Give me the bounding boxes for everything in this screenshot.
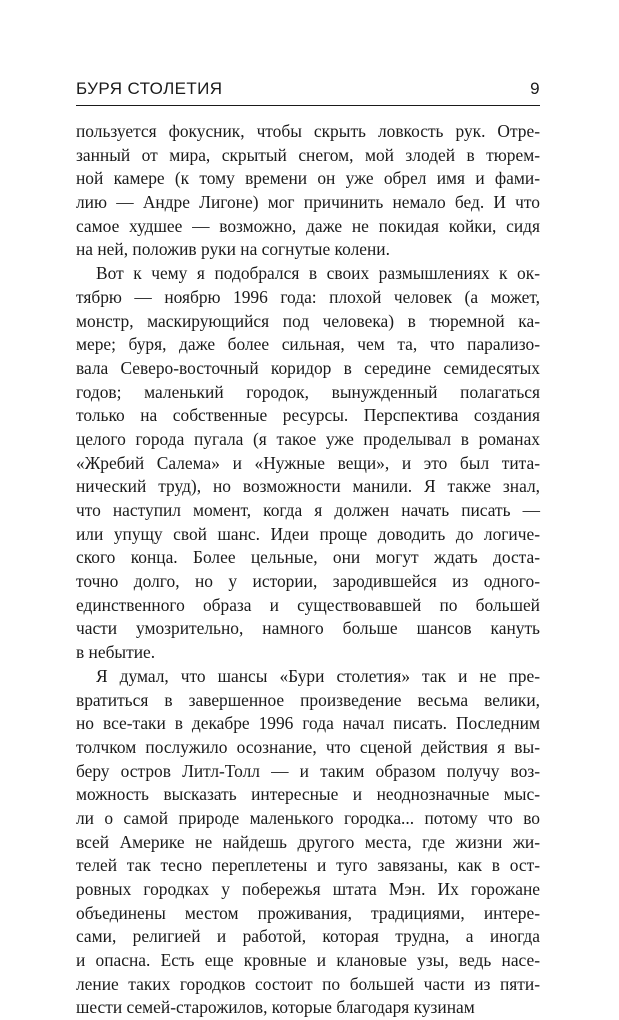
text-line: всей Америке не найдешь другого места, где жизни жи-: [76, 831, 540, 852]
text-line: ной камере (к тому времени он уже обрел имя и фами-: [76, 168, 540, 189]
paragraph: [76, 665, 540, 1020]
text-line: шести семей-старожилов, которые благодаря кузинам: [76, 997, 475, 1018]
text-line: ровных городках у побережья штата Мэн. Их горожане: [76, 879, 540, 899]
text-line: только на собственные ресурсы. Перспектива создания: [76, 405, 540, 426]
running-head: [76, 78, 540, 100]
text-line: вала Северо-восточный коридор в середине семидесятых: [76, 357, 540, 378]
text-line: ского конца. Более цельные, они могут ждать доста-: [76, 547, 540, 568]
text-line: годов; маленький городок, вынужденный полагаться: [76, 381, 540, 402]
running-head-title: БУРЯ СТОЛЕТИЯ: [76, 79, 223, 98]
text-line: толчком послужило осознание, что сценой действия я вы-: [76, 736, 540, 757]
book-page: [76, 0, 540, 1018]
text-line: монстр, маскирующийся под человека) в тюремной ка-: [76, 310, 540, 331]
text-line: целого города пугала (я такое уже проделывал в романах: [76, 428, 540, 449]
text-line: на ней, положив руки на согнутые колени.: [76, 239, 390, 260]
text-line: «Жребий Салема» и «Нужные вещи», и это был тита-: [76, 452, 540, 473]
body-text: [76, 120, 540, 1020]
text-line: или упущу свой шанс. Идеи проще доводить до логиче-: [76, 523, 540, 544]
text-line: мере; буря, даже более сильная, чем та, что парализо-: [76, 334, 540, 355]
text-line: вратиться в завершенное произведение весьма велики,: [76, 689, 540, 710]
text-line: в небытие.: [76, 642, 156, 663]
text-line: что наступил момент, когда я должен начать писать —: [76, 500, 540, 520]
text-line: Вот к чему я подобрался в своих размышлениях к ок-: [96, 263, 540, 284]
text-line: лию — Андре Лигоне) мог причинить немало бед. И что: [76, 192, 540, 213]
paragraph: [76, 262, 540, 665]
text-line: тябрю — ноябрю 1996 года: плохой человек (а может,: [76, 286, 540, 307]
text-line: нический труд), но возможности манили. Я также знал,: [76, 476, 540, 497]
text-line: самое худшее — возможно, даже не покидая койки, сидя: [76, 215, 540, 236]
text-line: телей так тесно переплетены и туго завязаны, как в ост-: [76, 855, 540, 876]
text-line: и опасна. Есть еще кровные и клановые узы, ведь насе-: [76, 950, 540, 971]
text-line: точно долго, но у истории, зародившейся из одного-: [76, 571, 540, 592]
text-line: Я думал, что шансы «Бури столетия» так и не пре-: [96, 665, 540, 686]
text-line: беру остров Литл-Толл — и таким образом получу воз-: [76, 760, 540, 781]
text-line: можность высказать интересные и неоднозначные мыс-: [76, 784, 540, 805]
text-line: объединены местом проживания, традициями, интере-: [76, 902, 540, 923]
paragraph: [76, 120, 540, 262]
text-line: но все-таки в декабре 1996 года начал писать. Последним: [76, 713, 540, 734]
text-line: ление таких городков состоит по большей части из пяти-: [76, 973, 540, 994]
text-line: ли о самой природе маленького городка... потому что во: [76, 807, 540, 828]
text-line: занный от мира, скрытый снегом, мой злодей в тюрем-: [76, 144, 540, 165]
page-number: 9: [530, 79, 540, 98]
text-line: части умозрительно, намного больше шансов кануть: [76, 618, 540, 639]
text-line: сами, религией и работой, которая трудна, а иногда: [76, 926, 540, 947]
text-line: пользуется фокусник, чтобы скрыть ловкость рук. Отре-: [76, 121, 540, 141]
text-line: единственного образа и существовавшей по большей: [76, 594, 540, 615]
header-rule: [76, 105, 540, 106]
